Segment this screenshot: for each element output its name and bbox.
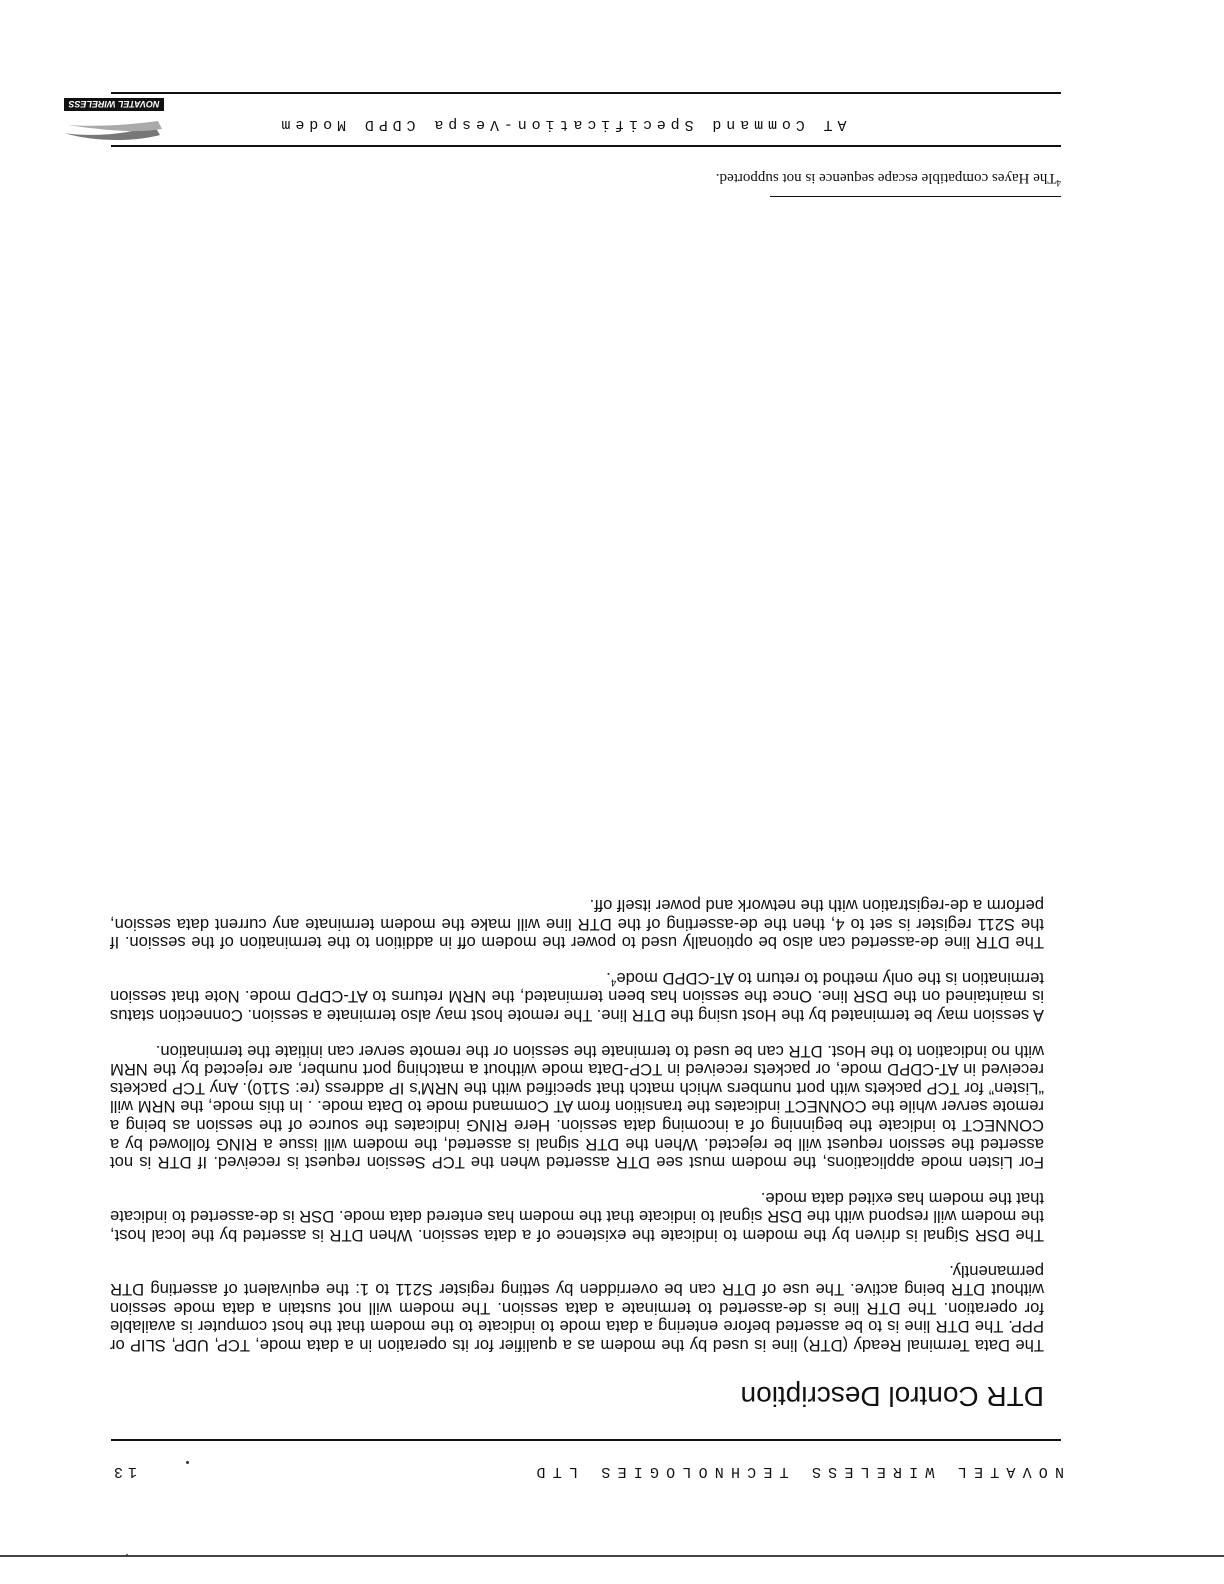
- scan-speck: [126, 1554, 128, 1556]
- header-title: AT Command Specification-Vespa CDPD Modem: [276, 116, 847, 133]
- paragraph-dsr-signal: The DSR Signal is driven by the modem to indicate the existence of a data session. When DTR is asserted by the local host, the modem will respond with the DSR signal to indicate that the modem has entered data mode. DSR is de-asserted to indicate that the modem has exited data mode.: [110, 1188, 1044, 1246]
- paragraph-dtr-intro: The Data Terminal Ready (DTR) line is used by the modem as a qualifier for its operation in a data mode, TCP, UDP, SLIP or PPP. The DTR line is to be asserted before entering a data mode to indicate to the modem that the host computer is available for operation. The DTR line is de-asserted to terminate a data session. The modem will not sustain a data mode session without DTR being active. The use of DTR can be overridden by setting register S211 to 1: the equivalent of asserting DTR permanently.: [110, 1261, 1044, 1355]
- footer-rule: [111, 1439, 1061, 1441]
- paragraph-power-off: The DTR line de-asserted can also be optionally used to power the modem off in addition to the termination of the session. If the S211 register is set to 4, then the de-asserting of the DTR line will make the modem terminate any current data session, perform a de-registration with the network and power itself off.: [110, 896, 1044, 953]
- scan-edge-line: [0, 1555, 1224, 1557]
- paragraph-session-termination: [110, 968, 1044, 1024]
- page-footer: [109, 1459, 1064, 1485]
- scan-speck: [186, 1461, 189, 1464]
- footer-company: NOVATEL WIRELESS TECHNOLOGIES LTD: [529, 1463, 1064, 1481]
- footnote-marker: 4: [1056, 178, 1061, 188]
- footnote-rule: [770, 196, 1061, 197]
- header-rule-bottom: [111, 92, 1061, 94]
- section-title: DTR Control Description: [740, 1381, 1044, 1412]
- footnote: [716, 169, 1061, 186]
- footnote-reference: 4: [610, 976, 617, 988]
- header-rule-top: [111, 145, 1061, 147]
- paragraph-session-termination-text: A session may be terminated by the Host using the DTR line. The remote host may also terminate a session. Connection status is maintained on the DSR line. Once the session has been terminated, the NRM returns to AT-CDPD mode. Note that session termination is the only method to return to AT-CDPD mode: [109, 968, 1044, 1026]
- svg-text:NOVATEL WIRELESS: NOVATEL WIRELESS: [68, 99, 160, 109]
- novatel-wireless-logo: [58, 93, 168, 143]
- footnote-text: The Hayes compatible escape sequence is not supported.: [715, 170, 1057, 186]
- paragraph-listen-mode: For Listen mode applications, the modem must see DTR asserted when the TCP Session request is received. If DTR is not asserted the session request will be rejected. When the DTR signal is asserted, the modem will issue a RING followed by a CONNECT to indicate the beginning of a incoming data session. Here RING indicates the source of the session as being a remote server while the CONNECT indicates the transition from AT Command mode to Data mode. . In this mode, the NRM will “Listen” for TCP packets with port numbers which match that specified with the NRM's IP address (re: S110). Any TCP packets received in AT-CDPD mode, or packets received in TCP-Data mode without a matching port number, are rejected by the NRM with no indication to the Host. DTR can be used to terminate the session or the remote server can initiate the termination.: [110, 1041, 1044, 1173]
- paragraph-session-termination-end: .: [606, 968, 611, 988]
- footer-page-number: 13: [109, 1463, 138, 1481]
- body-text: [110, 879, 1044, 1354]
